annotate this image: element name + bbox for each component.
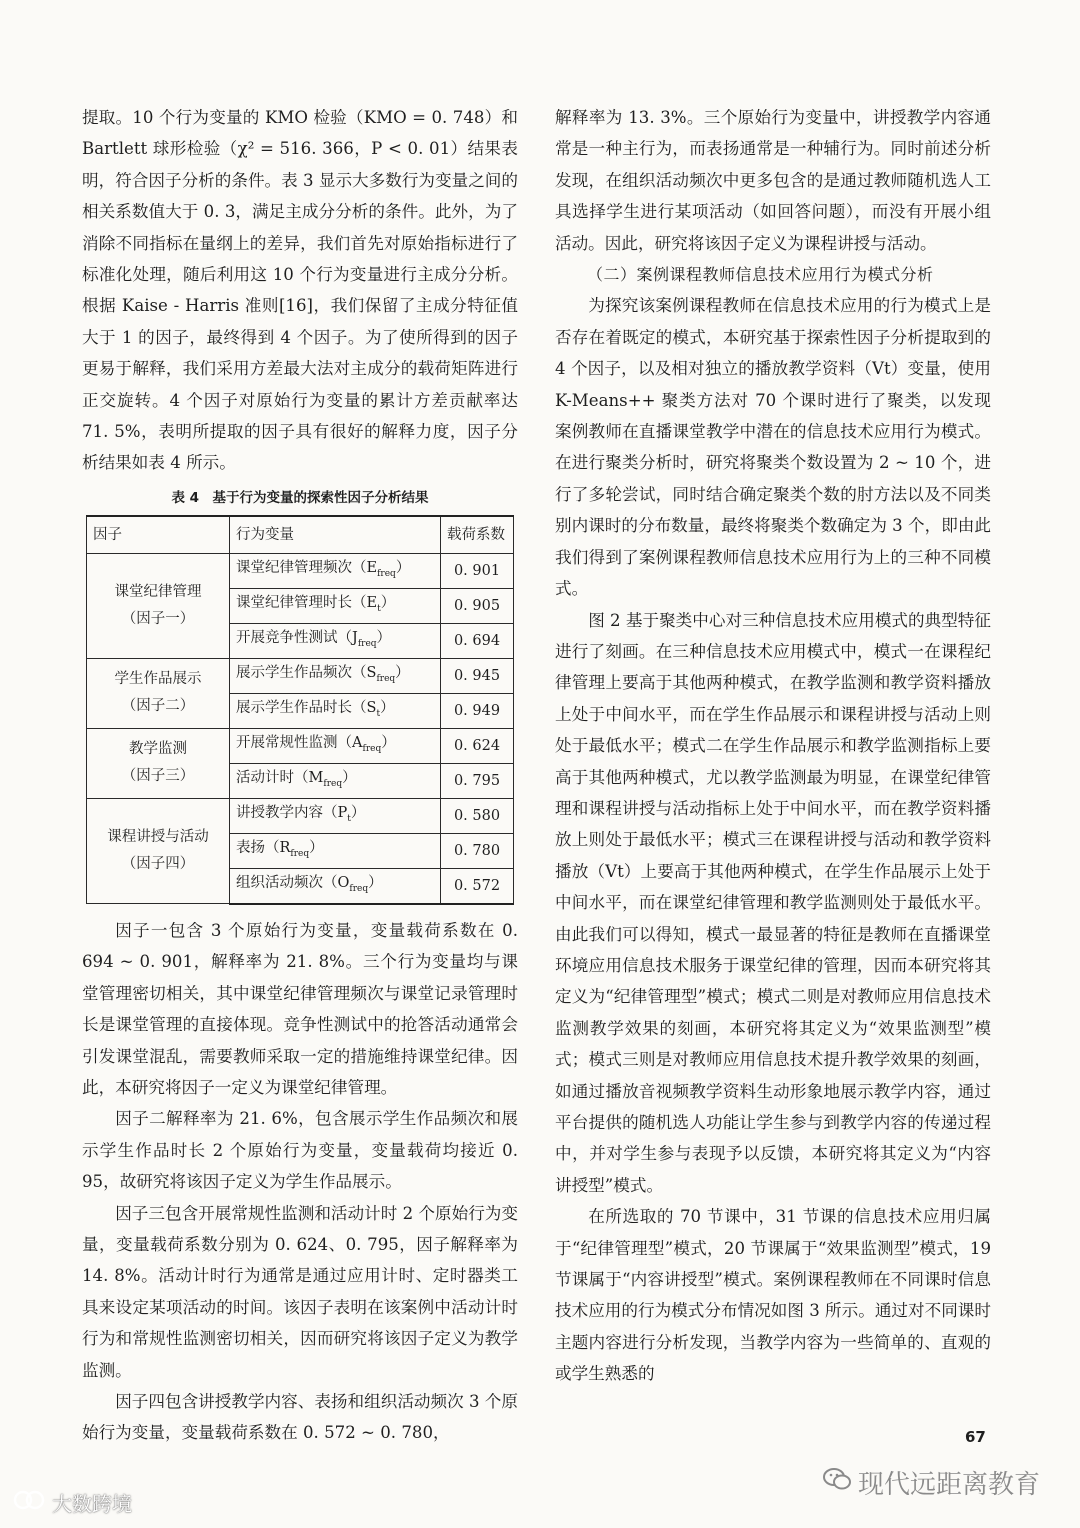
factor-cell <box>87 798 230 904</box>
variable-name: 组织活动频次（O <box>236 874 350 891</box>
variable-close: ） <box>395 559 411 576</box>
variable-subscript: freq <box>349 883 369 894</box>
variable-name: 开展常规性监测（A <box>236 734 363 751</box>
factor-analysis-table <box>86 515 514 905</box>
variable-cell <box>230 868 441 904</box>
variable-cell <box>230 763 441 798</box>
factor-number: （因子三） <box>121 768 195 785</box>
variable-cell <box>230 693 441 728</box>
variable-cell <box>230 833 441 868</box>
loading-value: 0. 945 <box>441 658 514 693</box>
variable-subscript: freq <box>377 568 396 579</box>
paragraph: 因子一包含 3 个原始行为变量，变量载荷系数在 0. 694 ~ 0. 901，解释率为 21. 8%。三个行为变量均与课堂管理密切相关，其中课堂纪律管理频次与课堂记录管理时长是课堂管理的直接体现。竞争性测试中的抢答活动通常会引发课堂混乱，需要教师采取一定的措施维持课堂纪律。因此，本研究将因子一定义为课堂纪律管理。 <box>82 920 518 1097</box>
variable-cell <box>230 553 441 588</box>
variable-close: ） <box>368 874 383 891</box>
paragraph: 提取。10 个行为变量的 KMO 检验（KMO = 0. 748）和 Bartlett 球形检验（χ² = 516. 366，P < 0. 01）结果表明，符合因子分析的条件。表 3 显示大多数行为变量之间的相关系数值大于 0. 3，满足主成分分析的条件。此外，为了消除不同指标在量纲上的差异，我们首先对原始指标进行了标准化处理，随后利用这 10 个行为变量进行主成分分析。根据 Kaise - Harris 准则[16]，我们保留了主成分特征值大于 1 的因子，最终得到 4 个因子。为了使所得到的因子更易于解释，我们采用方差最大法对主成分的载荷矩阵进行正交旋转。4 个因子对原始行为变量的累计方差贡献率达 71. 5%，表明所提取的因子具有很好的解释力度，因子分析结果如表 4 所示。 <box>82 108 518 473</box>
header-factor: 因子 <box>87 516 230 554</box>
variable-name: 活动计时（M <box>236 769 324 786</box>
paragraph: 因子二解释率为 21. 6%，包含展示学生作品频次和展示学生作品时长 2 个原始行为变量，变量载荷均接近 0. 95，故研究将该因子定义为学生作品展示。 <box>82 1109 518 1192</box>
logo-icon <box>12 1489 46 1516</box>
variable-cell <box>230 728 441 763</box>
variable-name: 讲授教学内容（P <box>236 804 348 821</box>
loading-value: 0. 795 <box>441 763 514 798</box>
factor-cell <box>87 658 230 728</box>
variable-subscript: freq <box>362 743 382 754</box>
table-row <box>87 798 514 833</box>
loading-value: 0. 901 <box>441 553 514 588</box>
variable-subscript: freq <box>323 778 343 789</box>
factor-name: 学生作品展示 <box>114 671 202 688</box>
variable-subscript: t <box>376 708 381 719</box>
section-heading: （二）案例课程教师信息技术应用行为模式分析 <box>587 265 934 285</box>
variable-cell <box>230 658 441 693</box>
variable-name: 表扬（R <box>236 839 291 856</box>
right-column <box>555 102 991 1390</box>
variable-subscript: t <box>347 813 351 824</box>
variable-close: ） <box>350 804 366 821</box>
table-body <box>87 553 514 904</box>
variable-cell <box>230 588 441 623</box>
variable-close: ） <box>381 734 396 751</box>
paragraph: 为探究该案例课程教师在信息技术应用的行为模式上是否存在着既定的模式，本研究基于探索性因子分析提取到的 4 个因子，以及相对独立的播放教学资料（Vt）变量，使用 K-Means++ 聚类方法对 70 个课时进行了聚类，以发现案例教师在直播课堂教学中潜在的信息技术应用行为模式。在进行聚类分析时，研究将聚类个数设置为 2 ~ 10 个，进行了多轮尝试，同时结合确定聚类个数的肘方法以及不同类别内课时的分布数量，最终将聚类个数确定为 3 个，即由此我们得到了案例课程教师信息技术应用行为上的三种不同模式。 <box>555 296 991 599</box>
loading-value: 0. 949 <box>441 693 514 728</box>
variable-close: ） <box>309 839 324 856</box>
loading-value: 0. 572 <box>441 868 514 904</box>
variable-name: 展示学生作品时长（S <box>236 699 377 716</box>
header-loading: 载荷系数 <box>441 516 514 554</box>
loading-value: 0. 624 <box>441 728 514 763</box>
left-column <box>82 102 518 1449</box>
variable-name: 课堂纪律管理时长（E <box>236 594 378 611</box>
factor-number: （因子四） <box>121 856 195 873</box>
variable-close: ） <box>342 769 357 786</box>
table-caption: 表 4 基于行为变量的探索性因子分析结果 <box>171 489 429 506</box>
factor-cell <box>87 728 230 798</box>
variable-close: ） <box>376 629 392 646</box>
variable-subscript: freq <box>376 673 396 684</box>
loading-value: 0. 694 <box>441 623 514 658</box>
paragraph: 因子四包含讲授教学内容、表扬和组织活动频次 3 个原始行为变量，变量载荷系数在 0. 572 ~ 0. 780， <box>82 1391 518 1443</box>
loading-value: 0. 905 <box>441 588 514 623</box>
table-header-row <box>87 516 514 554</box>
loading-value: 0. 780 <box>441 833 514 868</box>
factor-number: （因子一） <box>121 610 195 627</box>
paragraph: 因子三包含开展常规性监测和活动计时 2 个原始行为变量，变量载荷系数分别为 0. 624、0. 795，因子解释率为 14. 8%。活动计时行为通常是通过应用计时、定时器类工具来设定某项活动的时间。该因子表明在该案例中活动计时行为和常规性监测密切相关，因而研究将该因子定义为教学监测。 <box>82 1203 518 1380</box>
variable-close: ） <box>380 699 395 716</box>
variable-name: 课堂纪律管理频次（E <box>236 559 378 576</box>
page-number: 67 <box>965 1428 986 1446</box>
wechat-icon <box>822 1466 852 1499</box>
table-row <box>87 728 514 763</box>
header-variable: 行为变量 <box>230 516 441 554</box>
watermark-left <box>12 1488 132 1517</box>
table-row <box>87 658 514 693</box>
variable-close: ） <box>395 664 410 681</box>
loading-value: 0. 580 <box>441 798 514 833</box>
factor-name: 教学监测 <box>129 741 187 758</box>
variable-subscript: t <box>377 603 381 614</box>
variable-subscript: freq <box>357 638 377 649</box>
paragraph: 图 2 基于聚类中心对三种信息技术应用模式的典型特征进行了刻画。在三种信息技术应用模式中，模式一在课程纪律管理上要高于其他两种模式，在教学监测和教学资料播放上处于中间水平，而在学生作品展示和课程讲授与活动上则处于最低水平；模式二在学生作品展示和教学监测指标上要高于其他两种模式，尤以教学监测最为明显，在课堂纪律管理和课程讲授与活动指标上处于中间水平，而在教学资料播放上则处于最低水平；模式三在课程讲授与活动和教学资料播放（Vt）上要高于其他两种模式，在学生作品展示上处于中间水平，而在课堂纪律管理和教学监测则处于最低水平。由此我们可以得知，模式一最显著的特征是教师在直播课堂环境应用信息技术服务于课堂纪律的管理，因而本研究将其定义为“纪律管理型”模式；模式二则是对教师应用信息技术监测教学效果的刻画，本研究将其定义为“效果监测型”模式；模式三则是对教师应用信息技术提升教学效果的刻画，如通过播放音视频教学资料生动形象地展示教学内容，通过平台提供的随机选人功能让学生参与到教学内容的传递过程中，并对学生参与表现予以反馈，本研究将其定义为“内容讲授型”模式。 <box>555 610 991 1195</box>
factor-name: 课程讲授与活动 <box>107 829 209 846</box>
variable-close: ） <box>380 594 396 611</box>
watermark-text: 现代远距离教育 <box>858 1470 1041 1500</box>
watermark-text: 大数跨境 <box>52 1492 132 1516</box>
watermark-right <box>822 1464 1040 1501</box>
variable-cell <box>230 798 441 833</box>
factor-number: （因子二） <box>121 698 195 715</box>
variable-name: 开展竞争性测试（J <box>236 629 358 646</box>
factor-cell <box>87 553 230 658</box>
factor-name: 课堂纪律管理 <box>114 583 202 600</box>
variable-name: 展示学生作品频次（S <box>236 664 377 681</box>
paragraph: 解释率为 13. 3%。三个原始行为变量中，讲授教学内容通常是一种主行为，而表扬通常是一种辅行为。同时前述分析发现，在组织活动频次中更多包含的是通过教师随机选人工具选择学生进行某项活动（如回答问题），而没有开展小组活动。因此，研究将该因子定义为课程讲授与活动。 <box>555 108 991 253</box>
paragraph: 在所选取的 70 节课中，31 节课的信息技术应用归属于“纪律管理型”模式，20 节课属于“效果监测型”模式，19 节课属于“内容讲授型”模式。案例课程教师在不同课时信息技术应用的行为模式分布情况如图 3 所示。通过对不同课时主题内容进行分析发现，当教学内容为一些简单的、直观的或学生熟悉的 <box>555 1207 991 1384</box>
table-row <box>87 553 514 588</box>
variable-subscript: freq <box>290 848 310 859</box>
variable-cell <box>230 623 441 658</box>
